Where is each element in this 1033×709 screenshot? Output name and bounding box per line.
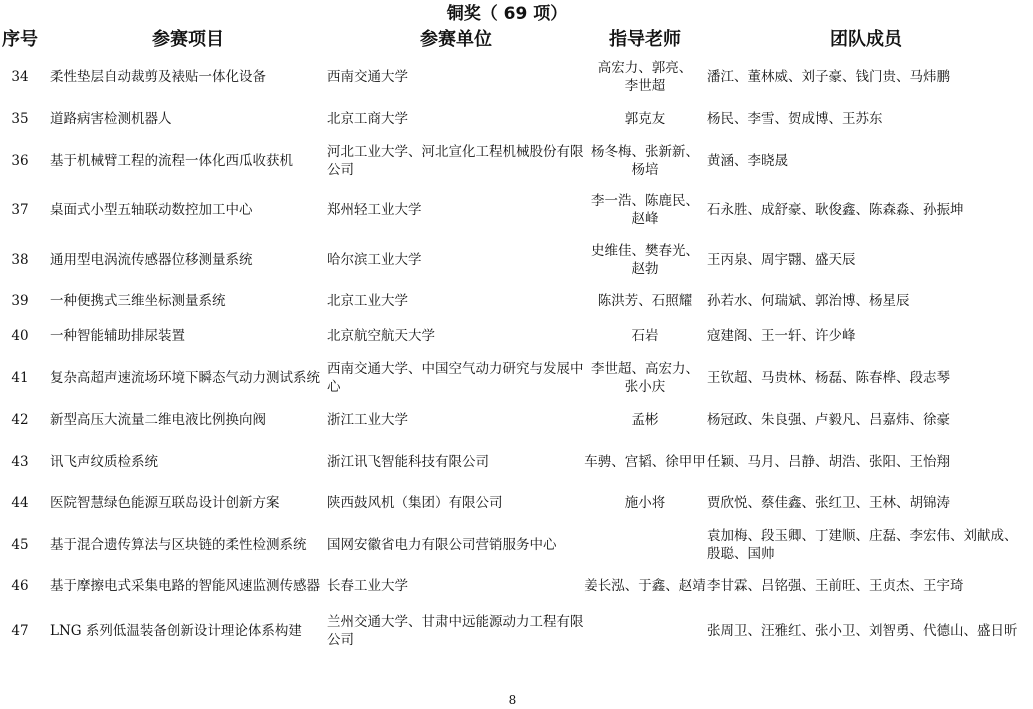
cell-team	[707, 140, 1025, 182]
cell-advisor	[585, 399, 705, 441]
header-project: 参赛项目	[152, 29, 224, 50]
cell-line: 西南交通大学、中国空气动力研究与发展中	[327, 361, 584, 377]
cell-team	[707, 524, 1025, 566]
cell-project	[50, 441, 326, 483]
cell-project	[50, 610, 326, 652]
cell-team	[707, 357, 1025, 399]
cell-no: 45	[11, 537, 29, 553]
cell-org	[327, 239, 585, 281]
cell-org	[327, 315, 585, 357]
cell-team	[707, 315, 1025, 357]
cell-org	[327, 189, 585, 231]
table-row	[0, 239, 1033, 281]
cell-line: 李甘霖、吕铭强、王前旺、王贞杰、王宇琦	[707, 578, 964, 594]
cell-org	[327, 565, 585, 607]
cell-project	[50, 524, 326, 566]
cell-advisor	[585, 441, 705, 483]
cell-line: 浙江工业大学	[327, 412, 408, 428]
cell-line: 柔性垫层自动裁剪及裱贴一体化设备	[50, 69, 266, 85]
cell-org	[327, 56, 585, 98]
cell-project	[50, 140, 326, 182]
cell-project	[50, 357, 326, 399]
cell-line: 王钦超、马贵林、杨磊、陈春桦、段志琴	[707, 370, 950, 386]
cell-line: 北京工商大学	[327, 111, 408, 127]
cell-line: 李世超、高宏力、	[591, 361, 699, 377]
cell-team	[707, 441, 1025, 483]
cell-line: 施小将	[624, 495, 666, 511]
table-row	[0, 610, 1033, 652]
cell-no: 44	[11, 495, 29, 511]
cell-team	[707, 189, 1025, 231]
header-org: 参赛单位	[420, 29, 492, 50]
cell-line: 杨冬梅、张新新、	[591, 144, 699, 160]
cell-line: 郑州轻工业大学	[327, 202, 422, 218]
cell-project	[50, 56, 326, 98]
cell-line: 北京工业大学	[327, 293, 408, 309]
cell-line: 讯飞声纹质检系统	[50, 454, 158, 470]
header-team: 团队成员	[830, 29, 902, 50]
cell-no: 46	[11, 578, 29, 594]
table-row	[0, 524, 1033, 566]
cell-no: 40	[11, 328, 29, 344]
cell-project	[50, 98, 326, 140]
cell-line: 孟彬	[631, 412, 659, 428]
cell-line: 孙若水、何瑞斌、郭治博、杨星辰	[707, 293, 910, 309]
cell-advisor	[585, 239, 705, 281]
cell-team	[707, 399, 1025, 441]
cell-line: 桌面式小型五轴联动数控加工中心	[50, 202, 253, 218]
cell-advisor	[585, 357, 705, 399]
cell-no: 47	[11, 623, 29, 639]
cell-org	[327, 140, 585, 182]
cell-no: 41	[11, 370, 29, 386]
cell-line: 道路病害检测机器人	[50, 111, 172, 127]
table-row	[0, 357, 1033, 399]
cell-advisor	[585, 189, 705, 231]
cell-line: 哈尔滨工业大学	[327, 252, 422, 268]
page-number: 8	[508, 693, 517, 707]
cell-line: 殷聪、国帅	[707, 546, 775, 562]
table-row	[0, 98, 1033, 140]
cell-org	[327, 441, 585, 483]
cell-line: 袁加梅、段玉卿、丁建顺、庄磊、李宏伟、刘献成、	[707, 528, 1018, 544]
cell-line: 公司	[327, 632, 354, 648]
cell-line: 赵峰	[631, 211, 659, 227]
cell-line: 兰州交通大学、甘肃中远能源动力工程有限	[327, 614, 584, 630]
cell-advisor	[585, 565, 705, 607]
cell-org	[327, 524, 585, 566]
cell-org	[327, 482, 585, 524]
cell-line: 任颖、马月、吕静、胡浩、张阳、王怡翔	[707, 454, 950, 470]
cell-project	[50, 315, 326, 357]
cell-line: 陕西鼓风机（集团）有限公司	[327, 495, 503, 511]
cell-line: LNG 系列低温装备创新设计理论体系构建	[50, 623, 302, 639]
cell-line: 河北工业大学、河北宣化工程机械股份有限	[327, 144, 584, 160]
cell-project	[50, 399, 326, 441]
cell-project	[50, 189, 326, 231]
cell-line: 医院智慧绿色能源互联岛设计创新方案	[50, 495, 280, 511]
cell-line: 杨培	[631, 162, 659, 178]
cell-line: 车骋、宫韬、徐甲甲	[584, 454, 706, 470]
cell-line: 浙江讯飞智能科技有限公司	[327, 454, 489, 470]
cell-no: 35	[11, 111, 29, 127]
cell-advisor	[585, 56, 705, 98]
cell-line: 贾欣悦、蔡佳鑫、张红卫、王林、胡锦涛	[707, 495, 950, 511]
cell-line: 杨冠政、朱良强、卢毅凡、吕嘉炜、徐豪	[707, 412, 950, 428]
cell-line: 李世超	[624, 78, 666, 94]
table-row	[0, 189, 1033, 231]
cell-no: 34	[11, 69, 29, 85]
cell-project	[50, 482, 326, 524]
cell-line: 公司	[327, 162, 354, 178]
cell-line: 杨民、李雪、贺成博、王苏东	[707, 111, 883, 127]
cell-advisor	[585, 315, 705, 357]
cell-advisor	[585, 524, 705, 566]
cell-line: 西南交通大学	[327, 69, 408, 85]
cell-line: 复杂高超声速流场环境下瞬态气动力测试系统	[50, 370, 320, 386]
table-row	[0, 565, 1033, 607]
cell-line: 石岩	[631, 328, 659, 344]
cell-org	[327, 357, 585, 399]
cell-no: 36	[11, 153, 29, 169]
cell-line: 心	[327, 379, 341, 395]
table-row	[0, 399, 1033, 441]
cell-project	[50, 239, 326, 281]
header-no: 序号	[2, 29, 38, 50]
cell-advisor	[585, 610, 705, 652]
cell-no: 42	[11, 412, 29, 428]
table-row	[0, 56, 1033, 98]
cell-line: 陈洪芳、石照耀	[597, 293, 693, 309]
cell-line: 史维佳、樊春光、	[591, 243, 699, 259]
cell-line: 潘江、董林威、刘子豪、钱门贵、马炜鹏	[707, 69, 950, 85]
cell-team	[707, 239, 1025, 281]
cell-line: 寇建阁、王一轩、许少峰	[707, 328, 856, 344]
cell-project	[50, 565, 326, 607]
table-row	[0, 482, 1033, 524]
cell-line: 国网安徽省电力有限公司营销服务中心	[327, 537, 557, 553]
cell-line: 王丙泉、周宇翾、盛天辰	[707, 252, 856, 268]
cell-line: 一种便携式三维坐标测量系统	[50, 293, 226, 309]
cell-line: 长春工业大学	[327, 578, 408, 594]
cell-no: 37	[11, 202, 29, 218]
table-row	[0, 140, 1033, 182]
table-row	[0, 315, 1033, 357]
cell-line: 基于机械臂工程的流程一体化西瓜收获机	[50, 153, 293, 169]
cell-advisor	[585, 98, 705, 140]
cell-no: 43	[11, 454, 29, 470]
cell-line: 黄涵、李晓晟	[707, 153, 788, 169]
section-title: 铜奖（ 69 项）	[446, 4, 568, 24]
cell-line: 李一浩、陈鹿民、	[591, 193, 699, 209]
cell-advisor	[585, 140, 705, 182]
table-row	[0, 441, 1033, 483]
cell-line: 基于摩擦电式采集电路的智能风速监测传感器	[50, 578, 320, 594]
cell-line: 一种智能辅助排尿装置	[50, 328, 185, 344]
cell-line: 郭克友	[624, 111, 666, 127]
cell-team	[707, 610, 1025, 652]
cell-line: 张小庆	[624, 379, 666, 395]
cell-org	[327, 399, 585, 441]
cell-line: 张周卫、汪雅红、张小卫、刘智勇、代德山、盛日昕	[707, 623, 1018, 639]
cell-line: 赵勃	[631, 261, 659, 277]
cell-no: 39	[11, 293, 29, 309]
cell-line: 北京航空航天大学	[327, 328, 435, 344]
cell-team	[707, 565, 1025, 607]
cell-line: 高宏力、郭亮、	[597, 60, 693, 76]
cell-line: 新型高压大流量二维电液比例换向阀	[50, 412, 266, 428]
header-advisor: 指导老师	[609, 29, 681, 50]
cell-org	[327, 98, 585, 140]
cell-org	[327, 610, 585, 652]
cell-line: 基于混合遗传算法与区块链的柔性检测系统	[50, 537, 307, 553]
cell-advisor	[585, 482, 705, 524]
cell-team	[707, 56, 1025, 98]
cell-team	[707, 482, 1025, 524]
cell-line: 姜长泓、于鑫、赵靖	[584, 578, 706, 594]
cell-line: 石永胜、成舒豪、耿俊鑫、陈森淼、孙振坤	[707, 202, 964, 218]
cell-no: 38	[11, 252, 29, 268]
cell-team	[707, 98, 1025, 140]
cell-line: 通用型电涡流传感器位移测量系统	[50, 252, 253, 268]
